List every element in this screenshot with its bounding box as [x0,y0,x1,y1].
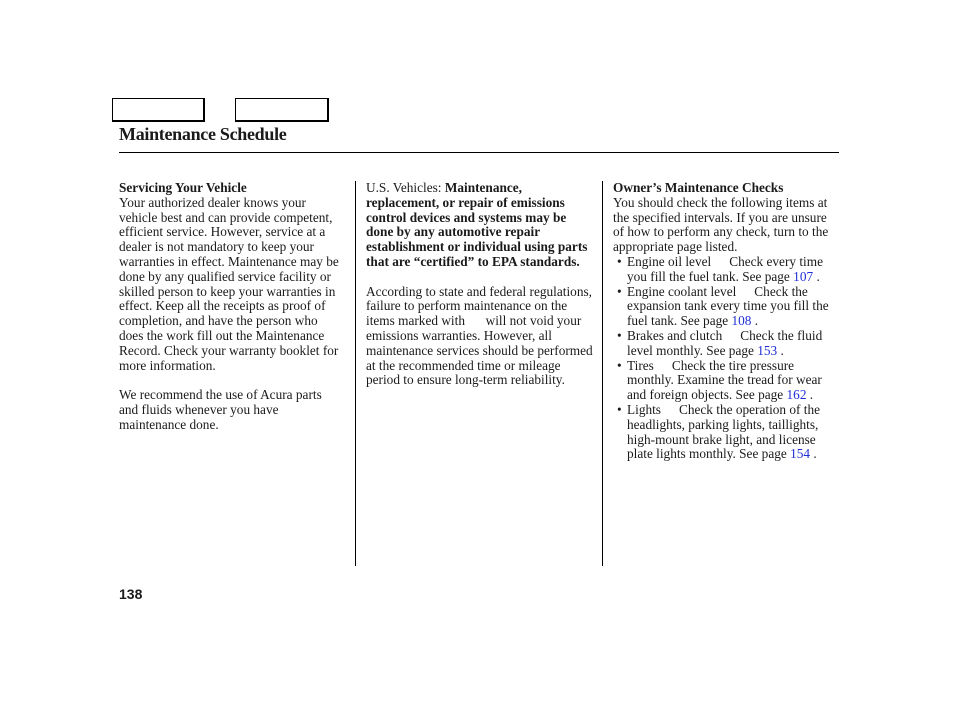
bullet-icon: • [617,357,622,373]
bullet-icon: • [617,253,622,269]
sentence-end: . [816,268,820,284]
list-item [613,359,839,403]
check-text: Check the operation of the headlights, parking lights, taillights, high-mount brake light, and license plate lights monthly. See page [627,401,821,462]
check-text: Check the tire pressure monthly. Examine the tread for wear and foreign objects. See page [627,357,822,403]
check-label: Engine coolant level [627,283,737,299]
paragraph-regulations [366,285,596,389]
page-number: 138 [119,586,143,602]
check-label: Lights [627,401,661,417]
page-link[interactable]: 154 [790,446,811,462]
nav-button-next[interactable] [235,98,329,122]
column-owner-checks [613,181,839,462]
sentence-end: . [754,313,759,329]
column-divider-1 [355,181,356,566]
section-heading: Owner’s Maintenance Checks [613,180,784,195]
lead-text: U.S. Vehicles: [366,180,442,195]
page-link[interactable]: 153 [757,342,778,358]
section-heading: Servicing Your Vehicle [119,180,247,195]
check-list [613,255,839,462]
check-text: Check the expansion tank every time you fill the fuel tank. See page [627,283,829,329]
list-item [613,403,839,462]
check-label: Engine oil level [627,253,712,269]
paragraph-text: According to state and federal regulations, failure to perform maintenance on the items marked with [366,283,592,329]
nav-button-prev[interactable] [112,98,205,122]
paragraph-text: will not void your emissions warranties. However, all maintenance services should be performed at the recommended time or mileage period to ensure long-term reliability. [366,313,593,388]
paragraph: You should check the following items at the specified intervals. If you are unsure of how to perform any check, turn to the appropriate page listed. [613,194,829,255]
list-item [613,255,839,285]
page-link[interactable]: 108 [731,313,752,329]
sentence-end: . [780,342,784,358]
title-divider [119,152,839,153]
page-link[interactable]: 162 [786,387,807,403]
list-item [613,285,839,329]
bullet-icon: • [617,401,622,417]
bullet-icon: • [617,327,622,343]
bullet-icon: • [617,283,622,299]
page-link[interactable]: 107 [793,268,814,284]
paragraph: Your authorized dealer knows your vehicle best and can provide competent, efficient service. However, service at a dealer is not mandatory to keep your warranties in effect. Maintenance may be done by any qualified service facility or skilled person to keep your warranties in effect. Keep all the receipts as proof of completion, and have the person who does the work fill out the Maintenance Record. Check your warranty booklet for more information. [119,194,339,373]
paragraph: We recommend the use of Acura parts and fluids whenever you have maintenance done. [119,387,322,432]
column-divider-2 [602,181,603,566]
check-text: Check every time you fill the fuel tank. See page [627,253,823,284]
check-text: Check the fluid level monthly. See page [627,327,823,358]
check-label: Brakes and clutch [627,327,723,343]
sentence-end: . [813,446,817,462]
emphasis-text: Maintenance, replacement, or repair of emissions control devices and systems may be done by any automotive repair establishment or individual using parts that are “certified” to EPA standards. [366,180,588,269]
paragraph-epa [366,181,596,270]
list-item [613,329,839,359]
sentence-end: . [809,387,814,403]
column-us-vehicles [366,181,596,388]
page-title: Maintenance Schedule [119,124,287,144]
check-label: Tires [627,357,654,373]
column-servicing [119,181,344,433]
